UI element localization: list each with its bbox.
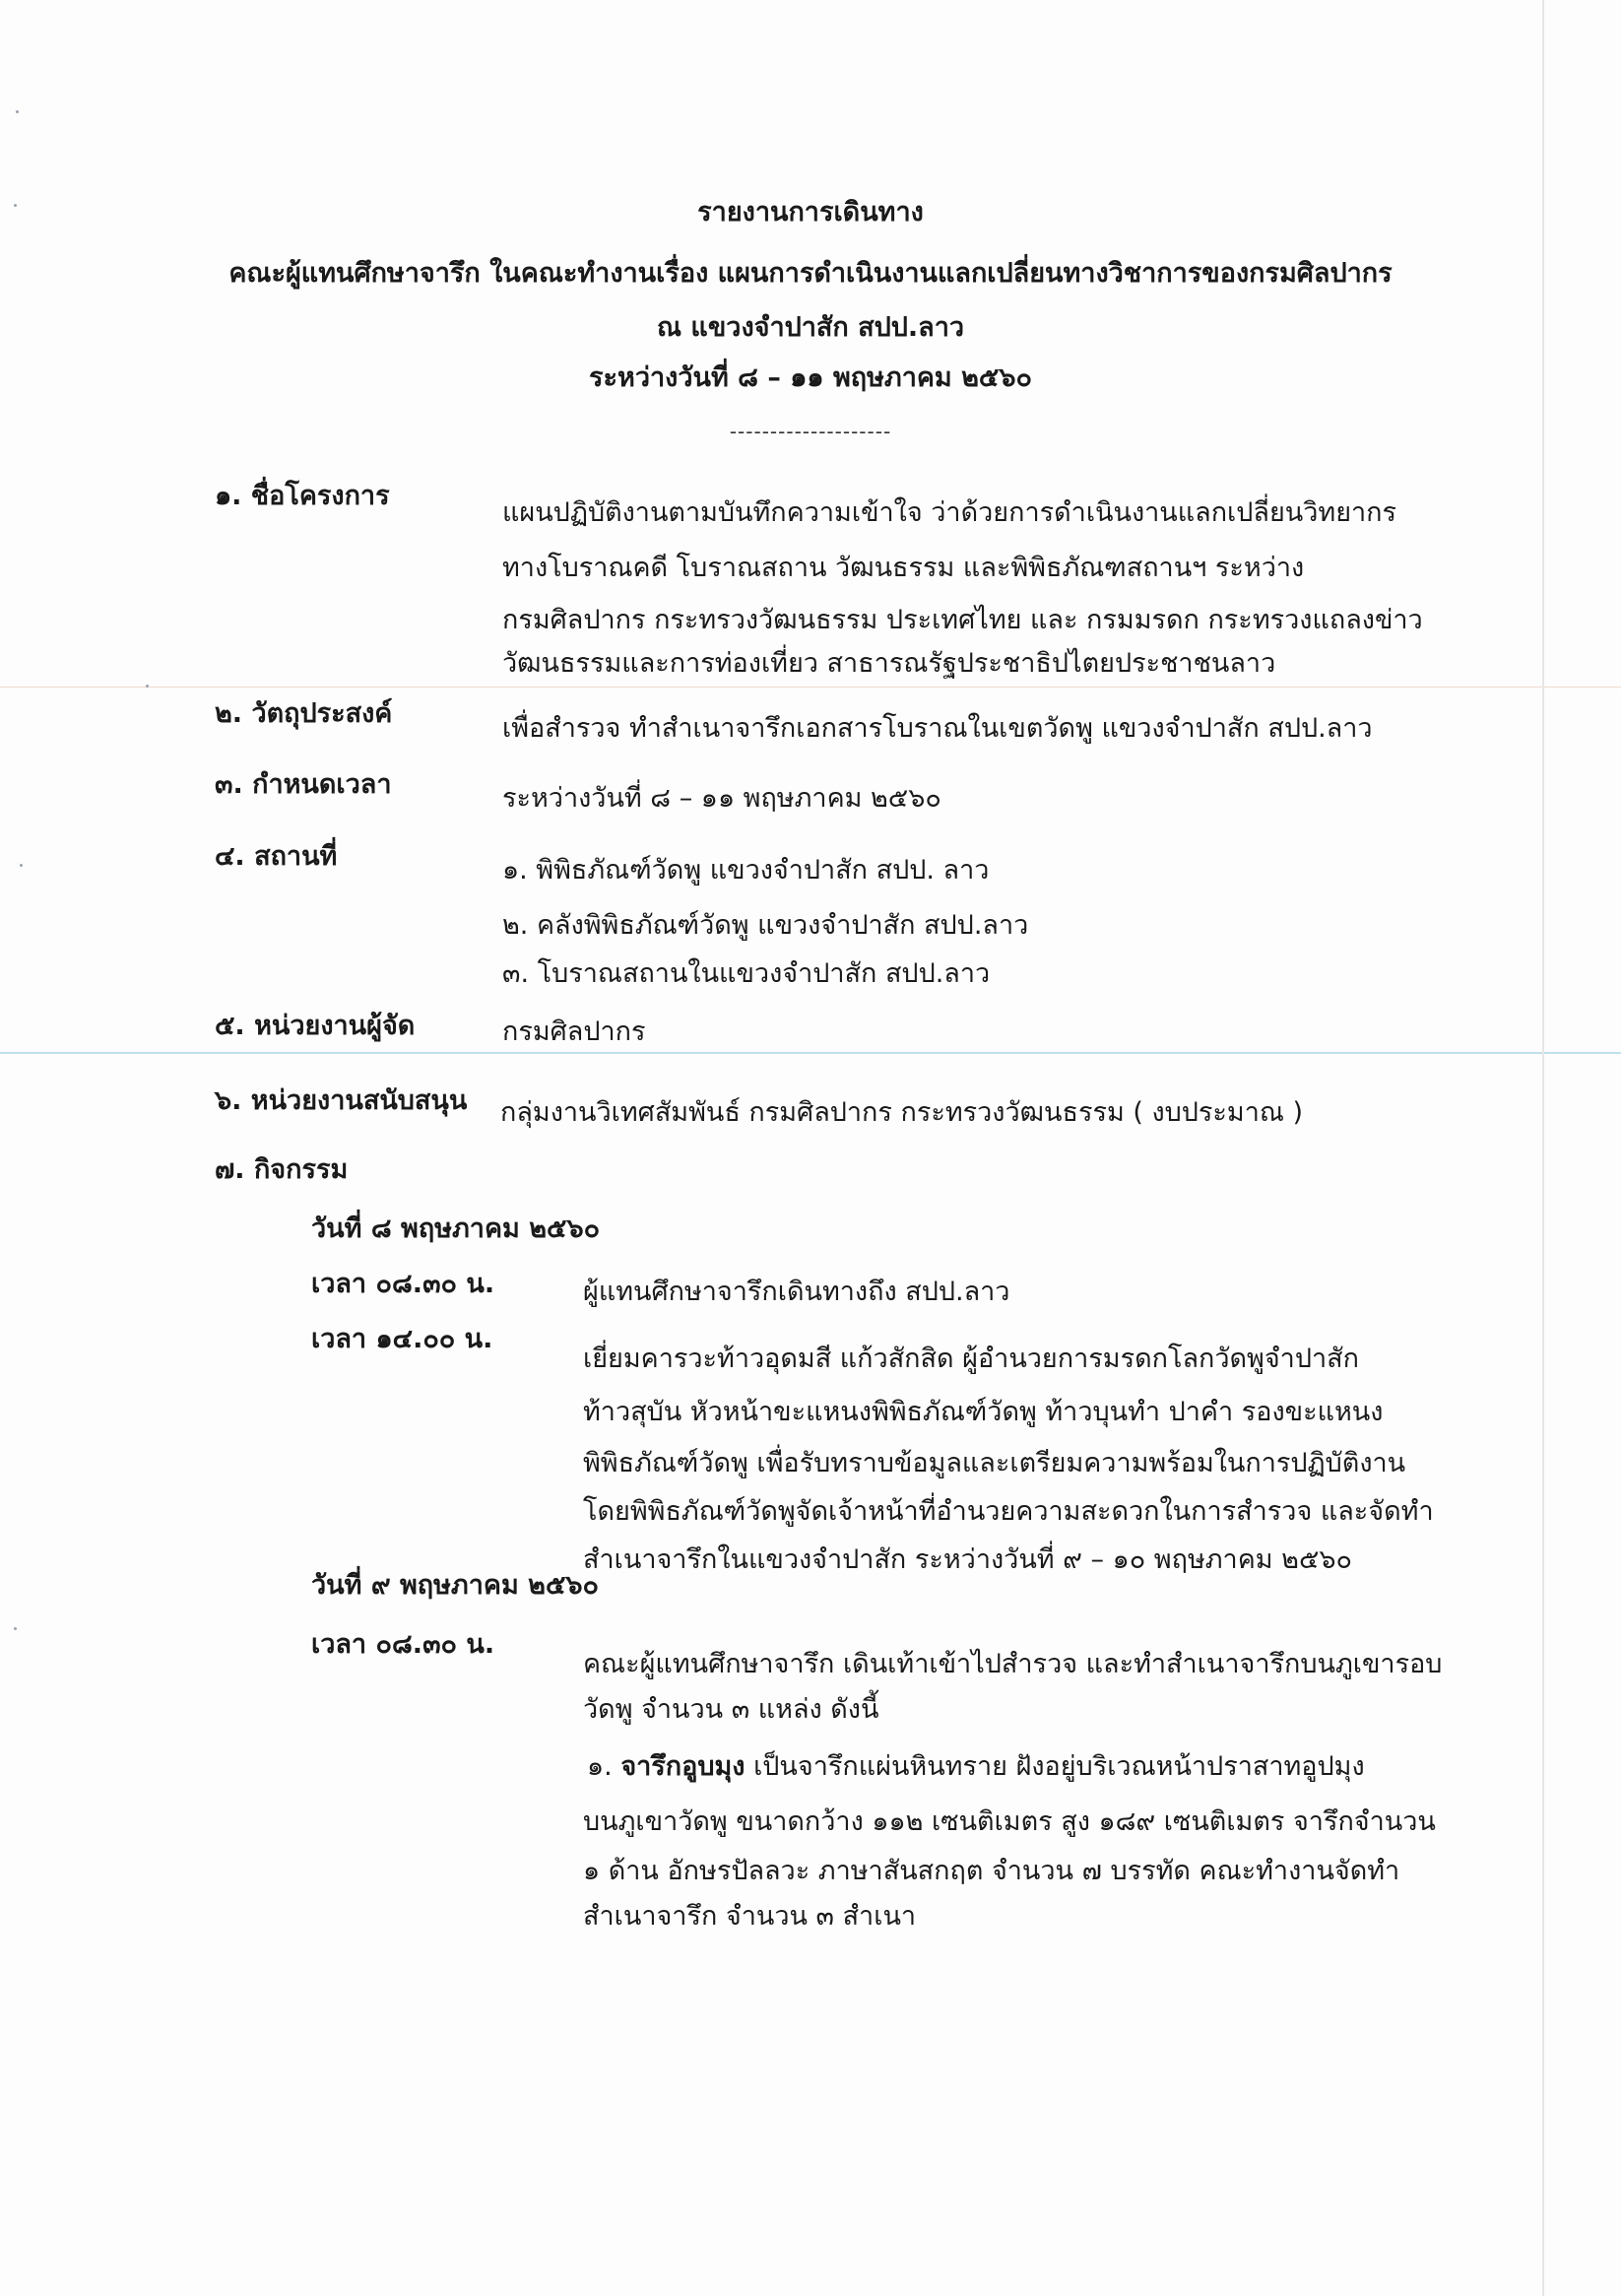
day-1-date: วันที่ ๘ พฤษภาคม ๒๕๖๐ xyxy=(311,1214,601,1244)
event-text-line: พิพิธภัณฑ์วัดพู เพื่อรับทราบข้อมูลและเตรียมความพร้อมในการปฏิบัติงาน xyxy=(583,1448,1406,1478)
section-3-text: ระหว่างวันที่ ๘ – ๑๑ พฤษภาคม ๒๕๖๐ xyxy=(502,783,941,814)
event-text-line: เยี่ยมคารวะท้าวอุดมสี แก้วสักสิด ผู้อำนวยการมรดกโลกวัดพูจำปาสัก xyxy=(583,1344,1359,1374)
report-subtitle: คณะผู้แทนศึกษาจารึก ในคณะทำงานเรื่อง แผนการดำเนินงานแลกเปลี่ยนทางวิชาการของกรมศิลปากร xyxy=(228,258,1393,289)
inscription-item-line xyxy=(587,1749,1365,1785)
inscription-item-number: ๑. xyxy=(587,1751,621,1782)
section-5-label: ๕. หน่วยงานผู้จัด xyxy=(215,1011,416,1041)
event-text-line: ท้าวสุบัน หัวหน้าขะแหนงพิพิธภัณฑ์วัดพู ท้าวบุนทำ ปาคำ รองขะแหนง xyxy=(583,1397,1384,1427)
inscription-detail-line: สำเนาจารึก จำนวน ๓ สำเนา xyxy=(583,1901,917,1932)
section-1-label: ๑. ชื่อโครงการ xyxy=(215,481,390,511)
inscription-name: จารึกอูบมุง xyxy=(620,1751,746,1782)
location-item: ๒. คลังพิพิธภัณฑ์วัดพู แขวงจำปาสัก สปป.ลาว xyxy=(502,910,1029,941)
event-time: เวลา ๐๘.๓๐ น. xyxy=(311,1629,495,1660)
scan-speck xyxy=(14,1627,17,1630)
event-text-line: สำเนาจารึกในแขวงจำปาสัก ระหว่างวันที่ ๙ – ๑๐ พฤษภาคม ๒๕๖๐ xyxy=(583,1544,1352,1575)
report-dates: ระหว่างวันที่ ๘ – ๑๑ พฤษภาคม ๒๕๖๐ xyxy=(589,362,1032,393)
scan-speck xyxy=(20,864,23,867)
section-6-label: ๖. หน่วยงานสนับสนุน xyxy=(215,1085,468,1116)
event-text-line: วัดพู จำนวน ๓ แหล่ง ดังนี้ xyxy=(583,1694,879,1725)
scan-line-top xyxy=(0,687,1621,688)
section-2-text: เพื่อสำรวจ ทำสำเนาจารึกเอกสารโบราณในเขตวัดพู แขวงจำปาสัก สปป.ลาว xyxy=(502,713,1373,744)
event-text-line: คณะผู้แทนศึกษาจารึก เดินเท้าเข้าไปสำรวจ และทำสำเนาจารึกบนภูเขารอบ xyxy=(583,1649,1443,1679)
section-2-label: ๒. วัตถุประสงค์ xyxy=(215,698,393,729)
report-location: ณ แขวงจำปาสัก สปป.ลาว xyxy=(656,312,965,343)
inscription-detail-line: ๑ ด้าน อักษรปัลลวะ ภาษาสันสกฤต จำนวน ๗ บรรทัด คณะทำงานจัดทำ xyxy=(583,1856,1400,1886)
inscription-detail-line: บนภูเขาวัดพู ขนาดกว้าง ๑๑๒ เซนติเมตร สูง ๑๘๙ เซนติเมตร จารึกจำนวน xyxy=(583,1806,1436,1837)
event-time: เวลา ๐๘.๓๐ น. xyxy=(311,1269,495,1299)
scan-speck xyxy=(146,685,149,688)
section-5-text: กรมศิลปากร xyxy=(502,1017,646,1047)
event-text: ผู้แทนศึกษาจารึกเดินทางถึง สปป.ลาว xyxy=(583,1277,1010,1307)
section-1-line: ทางโบราณคดี โบราณสถาน วัฒนธรรม และพิพิธภัณฑสถานฯ ระหว่าง xyxy=(502,553,1305,583)
section-7-label: ๗. กิจกรรม xyxy=(215,1154,349,1185)
section-1-line: วัฒนธรรมและการท่องเที่ยว สาธารณรัฐประชาธิปไตยประชาชนลาว xyxy=(502,648,1276,679)
section-1-line: แผนปฏิบัติงานตามบันทึกความเข้าใจ ว่าด้วยการดำเนินงานแลกเปลี่ยนวิทยากร xyxy=(502,497,1397,528)
section-6-text: กลุ่มงานวิเทศสัมพันธ์ กรมศิลปากร กระทรวงวัฒนธรรม ( งบประมาณ ) xyxy=(500,1097,1304,1128)
inscription-description: เป็นจารึกแผ่นหินทราย ฝังอยู่บริเวณหน้าปราสาทอูปมุง xyxy=(745,1751,1365,1782)
event-time: เวลา ๑๔.๐๐ น. xyxy=(311,1324,493,1354)
section-1-line: กรมศิลปากร กระทรวงวัฒนธรรม ประเทศไทย และ กรมมรดก กระทรวงแถลงข่าว xyxy=(502,605,1423,635)
day-2-date: วันที่ ๙ พฤษภาคม ๒๕๖๐ xyxy=(311,1570,600,1601)
section-4-label: ๔. สถานที่ xyxy=(215,841,338,872)
location-item: ๓. โบราณสถานในแขวงจำปาสัก สปป.ลาว xyxy=(502,958,991,989)
scan-speck xyxy=(16,110,19,113)
scan-line-bottom xyxy=(0,1052,1621,1054)
report-title: รายงานการเดินทาง xyxy=(697,197,924,228)
header-separator: -------------------- xyxy=(729,420,892,443)
event-text-line: โดยพิพิธภัณฑ์วัดพูจัดเจ้าหน้าที่อำนวยความสะดวกในการสำรวจ และจัดทำ xyxy=(583,1496,1434,1527)
section-3-label: ๓. กำหนดเวลา xyxy=(215,769,392,800)
location-item: ๑. พิพิธภัณฑ์วัดพู แขวงจำปาสัก สปป. ลาว xyxy=(502,855,990,886)
